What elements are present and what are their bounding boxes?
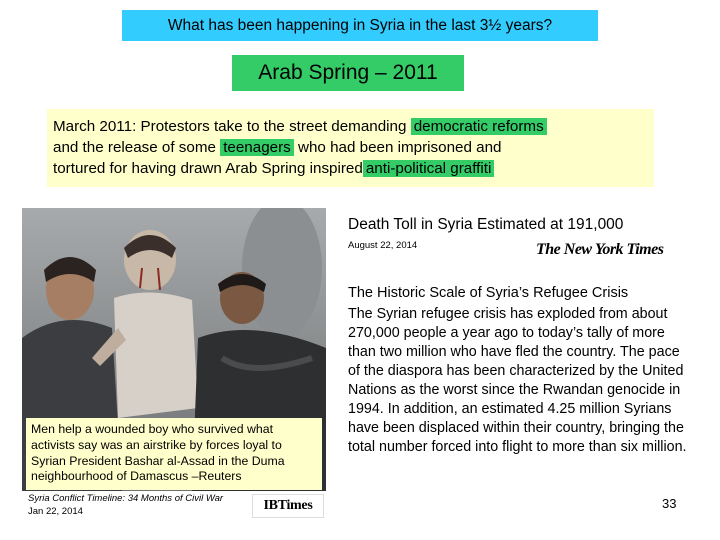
article-headline-refugee-crisis: The Historic Scale of Syria’s Refugee Crisis (348, 285, 629, 301)
photo-credit-date: Jan 22, 2014 (28, 506, 83, 517)
intro-line-2 (53, 137, 654, 158)
intro-line-3 (53, 158, 654, 179)
photo-credit (28, 492, 258, 518)
slide-title (122, 10, 598, 41)
slide-subtitle-text: Arab Spring – 2011 (258, 61, 438, 84)
ibtimes-logo-text: IBTimes (263, 498, 313, 513)
highlight-democratic-reforms: democratic reforms (411, 118, 547, 135)
intro-line-2-suffix: who had been imprisoned and (297, 139, 502, 156)
slide-subtitle (232, 55, 464, 91)
photo-caption (26, 418, 322, 490)
article-body-refugee-crisis: The Syrian refugee crisis has exploded from about 270,000 people a year ago to today’s tally of more than two million who have fled the country. The pace of the diaspora has been characterized by the United Nations as the worst since the Rwandan genocide in 1994. In addition, an estimated 4.25 million Syrians have been displaced within their country, bringing the total number forced into flight to more than six million. (348, 306, 687, 455)
slide-title-text: What has been happening in Syria in the last 3½ years? (167, 16, 553, 34)
intro-paragraph (47, 109, 654, 187)
intro-line-2-text: and the release of some (53, 139, 216, 156)
highlight-teenagers: teenagers (220, 139, 294, 156)
intro-line-3-text: tortured for having drawn Arab Spring inspired (53, 160, 363, 177)
photo-caption-text: Men help a wounded boy who survived what activists say was an airstrike by forces loyal to Syrian President Bashar al-Assad in the Duma neighbourhood of Damascus –Reuters (31, 422, 285, 484)
photo-credit-source: Syria Conflict Timeline: 34 Months of Civil War (28, 493, 224, 504)
ibtimes-logo (252, 494, 324, 518)
article-headline-death-toll: Death Toll in Syria Estimated at 191,000 (348, 216, 624, 233)
nyt-logo: The New York Times (536, 241, 664, 258)
highlight-anti-political-graffiti: anti-political graffiti (363, 160, 495, 177)
page-number: 33 (662, 496, 677, 511)
intro-line-1 (53, 116, 654, 137)
article-date: August 22, 2014 (348, 240, 418, 251)
intro-line-1-text: March 2011: Protestors take to the street demanding (53, 118, 407, 135)
